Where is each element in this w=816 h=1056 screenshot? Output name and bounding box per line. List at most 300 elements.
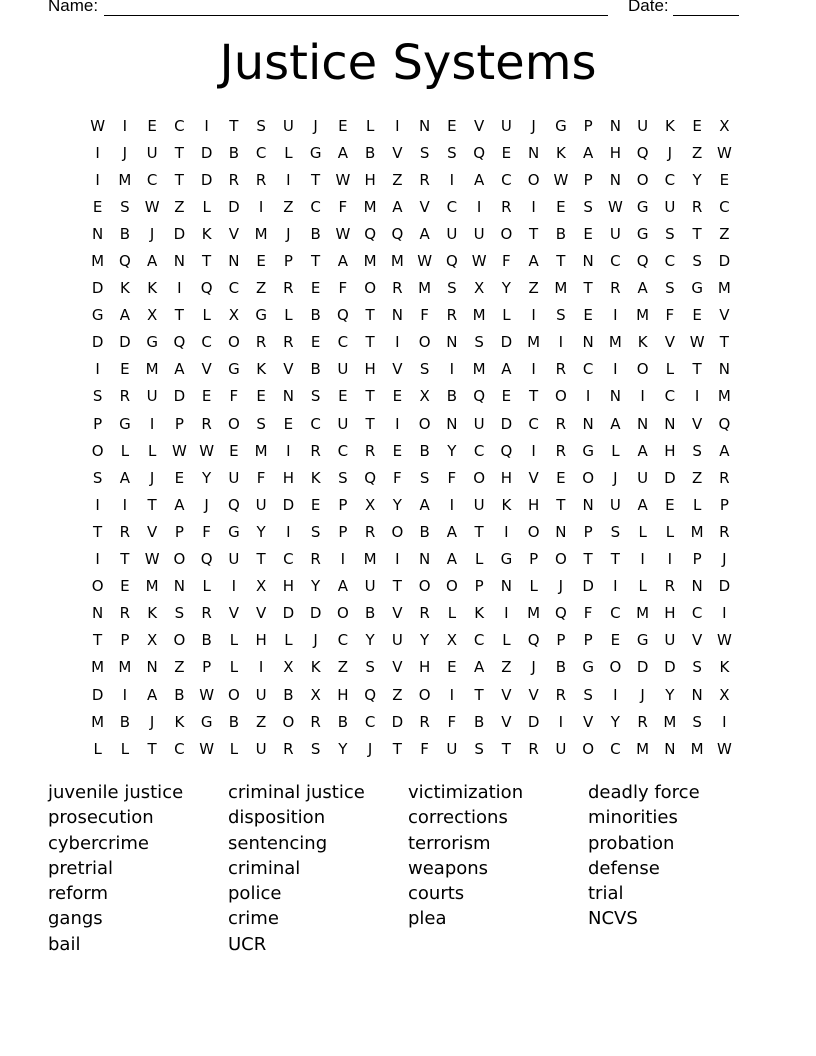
grid-letter: N (391, 306, 403, 325)
grid-letter: N (664, 739, 676, 758)
page-title: Justice Systems (219, 35, 597, 91)
grid-letter: D (527, 712, 540, 731)
grid-letter: L (229, 631, 239, 650)
grid-row (84, 220, 738, 247)
grid-letter: X (446, 631, 458, 650)
grid-letter: P (719, 495, 729, 514)
grid-letter: T (556, 252, 566, 271)
grid-letter: S (256, 414, 266, 433)
grid-letter: E (256, 252, 266, 271)
grid-letter: A (337, 252, 348, 271)
grid-letter: W (199, 685, 215, 704)
grid-letter: I (95, 495, 100, 514)
grid-letter: O (418, 685, 431, 704)
grid-letter: A (637, 441, 648, 460)
grid-row (84, 247, 738, 274)
grid-row (84, 302, 738, 329)
grid-letter: C (283, 550, 294, 569)
grid-letter: C (582, 360, 594, 379)
word-list-item: NCVS (588, 908, 638, 930)
grid-letter: O (473, 468, 486, 487)
grid-letter: S (447, 279, 457, 298)
grid-letter: R (364, 441, 376, 460)
grid-letter: E (447, 658, 457, 677)
grid-letter: V (528, 468, 539, 487)
grid-letter: O (227, 333, 240, 352)
grid-letter: Y (692, 170, 702, 189)
grid-letter: O (445, 577, 458, 596)
grid-letter: P (556, 631, 566, 650)
grid-letter: L (93, 739, 102, 758)
grid-letter: F (447, 468, 457, 487)
grid-letter: A (174, 495, 185, 514)
grid-letter: O (227, 685, 240, 704)
grid-letter: B (419, 522, 430, 541)
grid-letter: W (553, 170, 569, 189)
word-list-item: bail (48, 933, 81, 955)
grid-letter: L (284, 306, 293, 325)
grid-letter: L (665, 360, 675, 379)
grid-letter: K (174, 712, 185, 731)
grid-letter: R (555, 414, 567, 433)
grid-letter: T (120, 550, 130, 569)
grid-letter: J (286, 224, 291, 243)
grid-letter: I (149, 414, 155, 433)
grid-letter: G (636, 631, 649, 650)
grid-letter: B (283, 685, 294, 704)
grid-letter: X (719, 116, 730, 135)
grid-letter: J (313, 631, 318, 650)
grid-letter: D (500, 333, 513, 352)
grid-letter: R (310, 550, 321, 569)
grid-letter: S (365, 658, 375, 677)
grid-letter: D (282, 495, 295, 514)
grid-letter: T (147, 739, 157, 758)
grid-letter: W (716, 739, 732, 758)
grid-letter: A (446, 522, 457, 541)
grid-letter: Q (200, 550, 213, 569)
grid-letter: M (636, 604, 650, 623)
grid-letter: Y (202, 468, 212, 487)
grid-letter: I (531, 306, 536, 325)
grid-letter: B (228, 143, 240, 162)
grid-letter: T (256, 550, 266, 569)
grid-letter: D (200, 143, 213, 162)
grid-letter: P (583, 116, 593, 135)
grid-letter: E (556, 468, 566, 487)
grid-letter: J (722, 550, 727, 569)
word-list-item: weapons (408, 857, 489, 879)
grid-letter: A (501, 360, 512, 379)
grid-letter: E (692, 306, 702, 325)
grid-letter: U (609, 224, 621, 243)
grid-letter: V (419, 197, 430, 216)
grid-letter: A (146, 685, 158, 704)
grid-letter: U (609, 495, 621, 514)
word-list-item: deadly force (588, 782, 700, 803)
grid-letter: R (419, 712, 430, 731)
grid-letter: J (558, 577, 564, 596)
grid-letter: F (393, 468, 402, 487)
grid-letter: C (174, 116, 185, 135)
grid-letter: N (582, 252, 594, 271)
grid-row (84, 112, 738, 139)
grid-letter: F (447, 712, 457, 731)
grid-letter: Z (392, 685, 403, 704)
grid-letter: B (228, 712, 240, 731)
grid-letter: U (446, 739, 458, 758)
date-blank-line (673, 0, 739, 16)
grid-letter: N (582, 333, 594, 352)
grid-letter: G (255, 306, 267, 325)
grid-letter: C (610, 252, 621, 271)
grid-letter: D (91, 685, 104, 704)
grid-letter: J (149, 468, 155, 487)
grid-letter: I (95, 360, 100, 379)
grid-letter: J (667, 143, 673, 162)
grid-letter: T (174, 143, 184, 162)
grid-letter: T (692, 224, 702, 243)
grid-letter: N (446, 414, 458, 433)
grid-row (84, 654, 738, 681)
grid-letter: Z (255, 712, 267, 731)
grid-letter: M (418, 279, 432, 298)
grid-letter: O (227, 414, 240, 433)
grid-letter: Z (528, 279, 539, 298)
grid-letter: L (692, 495, 702, 514)
grid-letter: C (473, 441, 485, 460)
grid-letter: B (337, 712, 349, 731)
grid-letter: Y (392, 495, 402, 514)
grid-letter: E (229, 441, 239, 460)
word-list-item: plea (408, 908, 447, 930)
grid-row (84, 518, 738, 545)
worksheet-header (48, 0, 748, 20)
grid-letter: C (610, 739, 621, 758)
grid-letter: S (310, 522, 321, 541)
grid-letter: R (228, 170, 240, 189)
grid-letter: I (504, 604, 509, 623)
grid-letter: U (282, 116, 294, 135)
grid-letter: C (446, 197, 458, 216)
grid-letter: E (310, 495, 321, 514)
grid-letter: P (583, 522, 593, 541)
grid-letter: C (691, 604, 703, 623)
grid-letter: G (309, 143, 322, 162)
grid-letter: C (174, 739, 185, 758)
grid-letter: L (665, 522, 675, 541)
grid-letter: S (310, 739, 321, 758)
grid-letter: G (228, 360, 240, 379)
grid-letter: E (501, 143, 512, 162)
grid-letter: N (609, 116, 621, 135)
grid-letter: J (204, 495, 209, 514)
grid-letter: N (691, 685, 703, 704)
grid-letter: G (91, 306, 104, 325)
grid-letter: I (613, 306, 618, 325)
grid-letter: Y (338, 739, 348, 758)
grid-letter: D (173, 224, 186, 243)
letter-grid (84, 112, 738, 762)
grid-letter: Y (501, 279, 511, 298)
grid-letter: U (255, 739, 267, 758)
grid-letter: D (309, 604, 322, 623)
grid-letter: R (119, 387, 131, 406)
grid-letter: Y (365, 631, 375, 650)
word-list-item: criminal (228, 857, 301, 879)
grid-letter: I (177, 279, 182, 298)
grid-letter: I (395, 414, 400, 433)
grid-letter: A (337, 577, 348, 596)
date-label: Date: (628, 0, 669, 15)
word-column (588, 780, 768, 932)
word-column (48, 780, 228, 957)
grid-letter: R (283, 279, 294, 298)
grid-letter: I (722, 712, 727, 731)
grid-letter: T (93, 522, 103, 541)
grid-row (84, 681, 738, 708)
grid-letter: O (582, 739, 595, 758)
grid-letter: Q (118, 252, 131, 271)
grid-row (84, 464, 738, 491)
grid-letter: T (311, 252, 321, 271)
grid-letter: S (474, 333, 484, 352)
grid-letter: I (95, 170, 100, 189)
grid-letter: P (174, 522, 184, 541)
grid-letter: T (174, 170, 184, 189)
grid-letter: M (363, 550, 377, 569)
grid-letter: T (392, 577, 402, 596)
grid-letter: K (310, 468, 321, 487)
grid-letter: S (474, 739, 484, 758)
name-blank-line (104, 0, 608, 16)
grid-letter: F (202, 522, 211, 541)
grid-letter: V (228, 224, 239, 243)
grid-letter: T (365, 387, 375, 406)
grid-letter: T (202, 252, 212, 271)
grid-row (84, 546, 738, 573)
grid-letter: I (640, 387, 645, 406)
grid-letter: T (529, 387, 539, 406)
grid-letter: I (449, 360, 455, 379)
grid-letter: C (528, 414, 539, 433)
grid-letter: G (555, 116, 567, 135)
grid-letter: S (692, 441, 702, 460)
grid-letter: P (338, 495, 348, 514)
grid-letter: I (340, 550, 346, 569)
grid-letter: C (337, 631, 349, 650)
grid-letter: H (282, 468, 295, 487)
grid-letter: Z (337, 658, 349, 677)
grid-letter: K (147, 604, 158, 623)
grid-letter: S (419, 468, 430, 487)
grid-letter: U (637, 468, 649, 487)
grid-letter: V (501, 685, 512, 704)
grid-letter: Z (283, 197, 294, 216)
grid-letter: I (585, 387, 591, 406)
word-list-item: police (228, 883, 282, 905)
grid-letter: Q (364, 685, 377, 704)
grid-letter: Q (636, 252, 649, 271)
grid-letter: C (364, 712, 376, 731)
grid-letter: B (555, 658, 567, 677)
grid-letter: L (202, 306, 211, 325)
grid-letter: V (146, 522, 158, 541)
grid-letter: A (582, 143, 594, 162)
grid-letter: T (229, 116, 239, 135)
grid-row (84, 573, 738, 600)
grid-letter: I (694, 387, 700, 406)
grid-letter: C (310, 414, 321, 433)
grid-letter: I (231, 577, 237, 596)
grid-letter: Y (665, 685, 675, 704)
word-list-item: sentencing (228, 832, 328, 854)
grid-letter: O (91, 441, 104, 460)
grid-letter: I (122, 116, 128, 135)
grid-letter: C (473, 631, 485, 650)
grid-letter: W (607, 197, 623, 216)
grid-letter: C (337, 441, 349, 460)
grid-letter: M (254, 224, 268, 243)
grid-letter: B (310, 306, 321, 325)
grid-letter: P (529, 550, 539, 569)
grid-letter: N (609, 387, 621, 406)
grid-letter: S (665, 279, 675, 298)
grid-letter: Z (255, 279, 267, 298)
grid-letter: N (500, 577, 512, 596)
grid-letter: X (255, 577, 267, 596)
grid-letter: Q (391, 224, 404, 243)
grid-letter: E (583, 224, 593, 243)
grid-letter: U (473, 414, 485, 433)
grid-letter: U (337, 360, 349, 379)
grid-letter: Y (610, 712, 620, 731)
grid-letter: C (310, 197, 321, 216)
grid-letter: B (119, 712, 131, 731)
grid-letter: B (310, 360, 321, 379)
grid-letter: R (555, 360, 567, 379)
grid-letter: X (419, 387, 430, 406)
word-list-item: gangs (48, 908, 103, 930)
grid-letter: N (691, 577, 703, 596)
grid-letter: M (527, 604, 541, 623)
grid-letter: S (92, 387, 103, 406)
grid-letter: O (173, 550, 186, 569)
grid-letter: H (527, 495, 540, 514)
grid-letter: H (337, 685, 349, 704)
grid-letter: J (313, 116, 318, 135)
grid-letter: I (558, 333, 564, 352)
grid-letter: K (256, 360, 267, 379)
grid-letter: S (583, 685, 593, 704)
grid-letter: T (719, 333, 729, 352)
grid-letter: G (500, 550, 513, 569)
grid-letter: G (200, 712, 213, 731)
grid-letter: E (610, 631, 621, 650)
grid-letter: T (692, 360, 702, 379)
word-list-item: probation (588, 832, 675, 854)
grid-letter: H (664, 604, 676, 623)
grid-letter: U (255, 685, 267, 704)
grid-letter: S (665, 224, 675, 243)
grid-letter: Z (691, 468, 703, 487)
grid-letter: W (335, 170, 351, 189)
grid-letter: N (609, 170, 621, 189)
grid-letter: E (665, 495, 675, 514)
grid-letter: D (391, 712, 404, 731)
grid-row (84, 166, 738, 193)
grid-letter: S (92, 468, 103, 487)
grid-letter: Q (473, 387, 486, 406)
grid-letter: D (718, 577, 731, 596)
grid-letter: J (149, 224, 155, 243)
grid-letter: P (202, 658, 212, 677)
grid-letter: O (609, 658, 622, 677)
grid-letter: M (472, 360, 486, 379)
grid-letter: S (310, 387, 321, 406)
grid-letter: Z (174, 197, 185, 216)
grid-letter: M (554, 279, 568, 298)
grid-letter: S (692, 712, 702, 731)
grid-letter: A (119, 468, 130, 487)
grid-letter: W (716, 143, 732, 162)
grid-letter: R (364, 522, 376, 541)
word-list-item: terrorism (408, 832, 491, 854)
grid-letter: L (502, 631, 511, 650)
grid-letter: F (229, 387, 239, 406)
grid-letter: V (691, 414, 703, 433)
grid-letter: O (527, 170, 540, 189)
grid-letter: V (228, 604, 239, 623)
grid-letter: D (664, 658, 676, 677)
grid-letter: S (692, 658, 702, 677)
grid-letter: E (201, 387, 212, 406)
grid-letter: M (636, 306, 650, 325)
grid-letter: V (664, 333, 675, 352)
grid-letter: R (119, 522, 131, 541)
grid-letter: G (119, 414, 131, 433)
grid-letter: N (173, 252, 185, 271)
grid-letter: R (719, 468, 730, 487)
grid-letter: E (392, 441, 403, 460)
grid-letter: M (472, 306, 486, 325)
grid-letter: L (365, 116, 375, 135)
grid-letter: B (310, 224, 321, 243)
grid-letter: Q (200, 279, 213, 298)
grid-letter: V (501, 712, 512, 731)
grid-letter: C (146, 170, 158, 189)
grid-letter: Z (174, 658, 185, 677)
grid-letter: K (119, 279, 130, 298)
grid-letter: C (664, 252, 676, 271)
grid-letter: G (636, 224, 649, 243)
grid-letter: B (555, 224, 567, 243)
word-list-item: UCR (228, 933, 267, 955)
grid-letter: E (174, 468, 185, 487)
grid-letter: B (174, 685, 185, 704)
grid-letter: Z (501, 658, 512, 677)
grid-letter: Q (445, 252, 458, 271)
grid-letter: K (201, 224, 212, 243)
grid-letter: K (501, 495, 512, 514)
grid-letter: I (449, 170, 455, 189)
grid-letter: S (338, 468, 348, 487)
grid-letter: A (528, 252, 539, 271)
grid-letter: M (145, 577, 159, 596)
grid-letter: E (338, 387, 348, 406)
grid-letter: O (282, 712, 295, 731)
grid-letter: H (664, 441, 676, 460)
